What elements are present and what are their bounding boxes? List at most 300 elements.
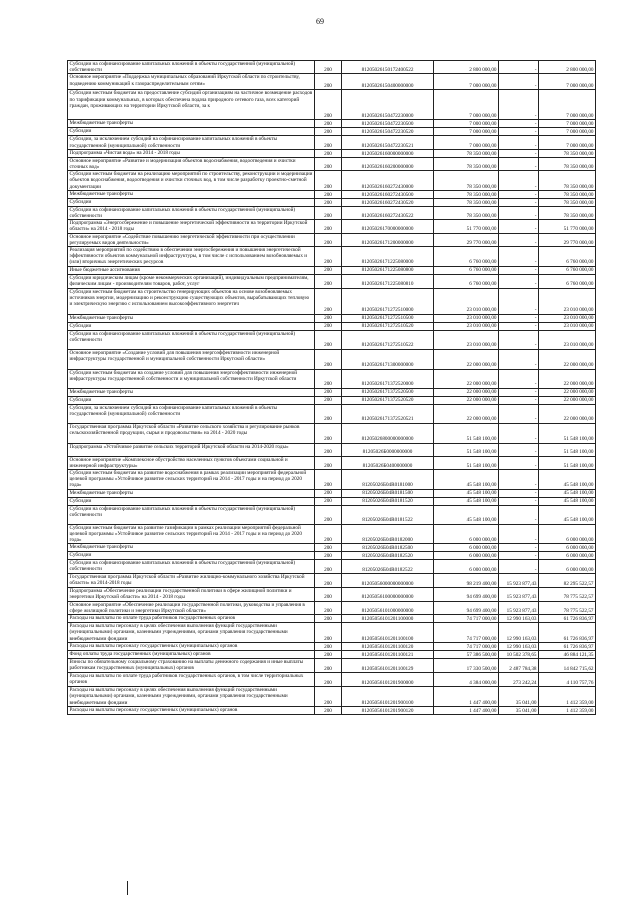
row-name-cell: Межбюджетные трансферты	[68, 314, 315, 322]
table-row	[68, 149, 596, 157]
row-remaining-cell: 78 775 522,57	[539, 588, 596, 601]
row-remaining-cell: 6 000 000,00	[539, 552, 596, 560]
row-code-cell: 200	[315, 643, 342, 651]
row-executed-cell: 35 041,00	[499, 707, 539, 715]
row-name-cell: Субсидии	[68, 322, 315, 330]
row-remaining-cell: 6 000 000,00	[539, 544, 596, 552]
row-remaining-cell: 78 350 000,00	[539, 149, 596, 157]
row-classifier-cell: 81205056101201100129	[342, 659, 434, 673]
row-executed-cell: 15 923 877,43	[499, 574, 539, 588]
row-executed-cell: -	[499, 396, 539, 404]
row-code-cell: 200	[315, 220, 342, 233]
row-classifier-cell: 81205026171225080810	[342, 274, 434, 288]
row-classifier-cell: 81205026Б04R0182500	[342, 544, 434, 552]
row-name-cell: Субсидии юридическим лицам (кроме некоммерческих организаций), индивидуальным предпринимателям, физическим лицам - производителям товаров, работ, услуг	[68, 274, 315, 288]
table-row	[68, 190, 596, 198]
table-row	[68, 128, 596, 136]
table-row	[68, 288, 596, 314]
row-code-cell: 200	[315, 544, 342, 552]
row-remaining-cell: 61 726 836,97	[539, 643, 596, 651]
row-approved-cell: 45 548 100,00	[434, 497, 499, 505]
row-approved-cell: 78 350 000,00	[434, 171, 499, 191]
table-row	[68, 497, 596, 505]
row-code-cell: 200	[315, 388, 342, 396]
row-name-cell: Субсидии	[68, 396, 315, 404]
table-row	[68, 322, 596, 330]
row-executed-cell: -	[499, 74, 539, 90]
table-row	[68, 560, 596, 574]
row-remaining-cell: 61 726 836,97	[539, 615, 596, 623]
row-code-cell: 200	[315, 136, 342, 149]
row-approved-cell: 7 000 000,00	[434, 120, 499, 128]
row-executed-cell: -	[499, 190, 539, 198]
row-executed-cell: -	[499, 157, 539, 170]
row-classifier-cell: 81205026150472230520	[342, 128, 434, 136]
row-remaining-cell: 7 000 000,00	[539, 128, 596, 136]
row-approved-cell: 29 770 000,00	[434, 233, 499, 246]
row-code-cell: 200	[315, 505, 342, 524]
row-remaining-cell: 4 110 757,76	[539, 673, 596, 687]
row-approved-cell: 98 219 400,00	[434, 574, 499, 588]
row-executed-cell: -	[499, 505, 539, 524]
row-executed-cell: 10 502 378,65	[499, 651, 539, 659]
row-remaining-cell: 51 548 100,00	[539, 443, 596, 456]
row-classifier-cell: 81205026150172400522	[342, 61, 434, 74]
row-classifier-cell: 81205026Б04R0181522	[342, 505, 434, 524]
row-remaining-cell: 51 548 100,00	[539, 423, 596, 443]
row-classifier-cell: 81205026150400000000	[342, 74, 434, 90]
row-approved-cell: 7 000 000,00	[434, 90, 499, 120]
row-classifier-cell: 81205026171200000000	[342, 233, 434, 246]
table-row	[68, 456, 596, 469]
table-row	[68, 423, 596, 443]
row-executed-cell: -	[499, 120, 539, 128]
row-classifier-cell: 81205026160000000000	[342, 149, 434, 157]
row-name-cell: Субсидии местным бюджетам на развитие водоснабжения в рамках реализации мероприятий федеральной целевой программы «Устойчивое развитие сельских территорий на 2014 - 2017 годы и на период до 2020 года»	[68, 470, 315, 490]
row-executed-cell: 273 242,24	[499, 673, 539, 687]
row-remaining-cell: 22 000 000,00	[539, 404, 596, 423]
row-name-cell: Субсидии	[68, 552, 315, 560]
row-name-cell: Межбюджетные трансферты	[68, 120, 315, 128]
row-executed-cell: -	[499, 489, 539, 497]
row-executed-cell: -	[499, 349, 539, 369]
row-approved-cell: 94 699 400,00	[434, 588, 499, 601]
row-approved-cell: 4 384 000,00	[434, 673, 499, 687]
row-executed-cell: -	[499, 470, 539, 490]
row-code-cell: 200	[315, 206, 342, 219]
table-row	[68, 673, 596, 687]
row-approved-cell: 51 548 100,00	[434, 456, 499, 469]
row-classifier-cell: 81205056101201100000	[342, 615, 434, 623]
row-remaining-cell: 45 548 100,00	[539, 489, 596, 497]
row-code-cell: 200	[315, 128, 342, 136]
row-executed-cell: -	[499, 544, 539, 552]
table-row	[68, 588, 596, 601]
row-executed-cell: 12 990 163,03	[499, 623, 539, 643]
table-row	[68, 505, 596, 524]
row-executed-cell: -	[499, 443, 539, 456]
row-remaining-cell: 23 010 000,00	[539, 314, 596, 322]
row-name-cell: Субсидии	[68, 128, 315, 136]
row-approved-cell: 7 000 000,00	[434, 136, 499, 149]
table-row	[68, 206, 596, 219]
row-code-cell: 200	[315, 369, 342, 388]
table-row	[68, 136, 596, 149]
row-name-cell: Субсидии	[68, 497, 315, 505]
row-name-cell: Подпрограмма «Чистая вода» на 2014 - 2018 годы	[68, 149, 315, 157]
row-code-cell: 200	[315, 247, 342, 267]
table-row	[68, 61, 596, 74]
row-approved-cell: 1 447 400,00	[434, 687, 499, 707]
row-approved-cell: 2 800 000,00	[434, 61, 499, 74]
row-code-cell: 200	[315, 443, 342, 456]
row-name-cell: Субсидии местным бюджетам на реализацию мероприятий по строительству, реконструкции и модернизации объектов водоснабжения, водоотведения и очистки сточных вод, в том числе разработку проектно-сметной документации	[68, 171, 315, 191]
row-classifier-cell: 81205026160200000000	[342, 157, 434, 170]
row-approved-cell: 7 000 000,00	[434, 128, 499, 136]
row-name-cell: Взносы по обязательному социальному страхованию на выплаты денежного содержания и иные выплаты работникам государственных (муниципальных) органов	[68, 659, 315, 673]
row-remaining-cell: 45 548 100,00	[539, 505, 596, 524]
table-row	[68, 687, 596, 707]
row-approved-cell: 45 548 100,00	[434, 505, 499, 524]
table-row	[68, 220, 596, 233]
row-name-cell: Субсидии	[68, 198, 315, 206]
row-name-cell: Субсидии местным бюджетам на предоставление субсидий организациям на частичное возмещение расходов по тарификации коммунальных, в которых обеспечена подача природного сетевого газа, всех категорий граждан, проживающих на территории Иркутской области, за к	[68, 90, 315, 120]
row-remaining-cell: 6 760 000,00	[539, 274, 596, 288]
row-classifier-cell: 81205026171372520521	[342, 404, 434, 423]
row-code-cell: 200	[315, 470, 342, 490]
row-executed-cell: -	[499, 322, 539, 330]
row-remaining-cell: 22 000 000,00	[539, 388, 596, 396]
row-name-cell: Межбюджетные трансферты	[68, 489, 315, 497]
row-executed-cell: -	[499, 560, 539, 574]
row-executed-cell: -	[499, 388, 539, 396]
row-classifier-cell: 81205026171372520520	[342, 396, 434, 404]
row-approved-cell: 6 000 000,00	[434, 544, 499, 552]
row-remaining-cell: 78 775 522,57	[539, 601, 596, 614]
row-code-cell: 200	[315, 90, 342, 120]
row-code-cell: 200	[315, 74, 342, 90]
row-name-cell: Основное мероприятие «Создание условий для повышения энергоэффективности инженерной инфраструктуры государственной и муниципальной собственности Иркутской области»	[68, 349, 315, 369]
row-code-cell: 200	[315, 497, 342, 505]
row-name-cell: Основное мероприятие «Поддержка муниципальных образований Иркутской области по строительству, подведению коммуникаций к газораспределительным сетям»	[68, 74, 315, 90]
table-row	[68, 615, 596, 623]
row-remaining-cell: 46 884 121,35	[539, 651, 596, 659]
row-executed-cell: -	[499, 369, 539, 388]
row-remaining-cell: 14 842 715,62	[539, 659, 596, 673]
row-executed-cell: -	[499, 423, 539, 443]
row-code-cell: 200	[315, 673, 342, 687]
table-row	[68, 388, 596, 396]
row-classifier-cell: 81205026171225080000	[342, 247, 434, 267]
row-remaining-cell: 82 295 522,57	[539, 574, 596, 588]
row-name-cell: Подпрограмма «Обеспечение реализации государственной политики в сфере жилищной политики и энергетики Иркутской области» на 2014 - 2018 годы	[68, 588, 315, 601]
row-approved-cell: 45 548 100,00	[434, 489, 499, 497]
table-row	[68, 120, 596, 128]
row-executed-cell: -	[499, 524, 539, 544]
table-row	[68, 171, 596, 191]
row-name-cell: Субсидии местным бюджетам на создание условий для повышения энергоэффективности инженерной инфраструктуры государственной собственности и муниципальной собственности Иркутской области	[68, 369, 315, 388]
row-name-cell: Иные бюджетные ассигнования	[68, 266, 315, 274]
row-remaining-cell: 78 350 000,00	[539, 198, 596, 206]
row-classifier-cell: 81205026150472230500	[342, 120, 434, 128]
row-classifier-cell: 81205056101201900000	[342, 673, 434, 687]
row-name-cell: Субсидии местным бюджетам на развитие газификации в рамках реализации мероприятий федеральной целевой программы «Устойчивое развитие сельских территорий на 2014 - 2017 годы и на период до 2020 года»	[68, 524, 315, 544]
table-row	[68, 274, 596, 288]
table-row	[68, 707, 596, 715]
row-classifier-cell: 81205056101201100100	[342, 623, 434, 643]
row-approved-cell: 74 717 000,00	[434, 623, 499, 643]
row-code-cell: 200	[315, 560, 342, 574]
row-classifier-cell: 81205026Б0000000000	[342, 443, 434, 456]
row-executed-cell: -	[499, 456, 539, 469]
row-classifier-cell: 81205026171372520000	[342, 369, 434, 388]
table-row	[68, 659, 596, 673]
row-name-cell: Основное мероприятие «Содействие повышению энергетической эффективности при осуществлении регулируемых видов деятельности»	[68, 233, 315, 246]
row-approved-cell: 78 350 000,00	[434, 198, 499, 206]
row-remaining-cell: 51 770 000,00	[539, 220, 596, 233]
row-code-cell: 200	[315, 552, 342, 560]
row-approved-cell: 94 699 400,00	[434, 601, 499, 614]
row-code-cell: 200	[315, 120, 342, 128]
row-classifier-cell: 81205026160272430520	[342, 198, 434, 206]
row-approved-cell: 6 000 000,00	[434, 524, 499, 544]
row-classifier-cell: 81205026800000000000	[342, 423, 434, 443]
row-classifier-cell: 81205026171225080800	[342, 266, 434, 274]
row-name-cell: Субсидии на софинансирование капитальных вложений в объекты государственной (муниципальной) собственности	[68, 560, 315, 574]
row-classifier-cell: 81205056000000000000	[342, 574, 434, 588]
row-approved-cell: 51 770 000,00	[434, 220, 499, 233]
row-classifier-cell: 81205026150472230521	[342, 136, 434, 149]
row-code-cell: 200	[315, 574, 342, 588]
row-code-cell: 200	[315, 489, 342, 497]
row-classifier-cell: 81205056101201900120	[342, 707, 434, 715]
row-code-cell: 200	[315, 601, 342, 614]
table-row	[68, 552, 596, 560]
row-code-cell: 200	[315, 524, 342, 544]
row-approved-cell: 6 760 000,00	[434, 247, 499, 267]
row-approved-cell: 22 000 000,00	[434, 388, 499, 396]
row-remaining-cell: 7 000 000,00	[539, 74, 596, 90]
row-executed-cell: 15 923 877,43	[499, 588, 539, 601]
table-row	[68, 396, 596, 404]
row-code-cell: 200	[315, 707, 342, 715]
row-approved-cell: 78 350 000,00	[434, 206, 499, 219]
row-name-cell: Межбюджетные трансферты	[68, 190, 315, 198]
row-code-cell: 200	[315, 623, 342, 643]
row-name-cell: Расходы на выплаты персоналу в целях обеспечения выполнения функций государственными (муниципальными) органами, казенными учреждениями, органами управления государственными внебюджетными фондами	[68, 623, 315, 643]
row-approved-cell: 23 010 000,00	[434, 330, 499, 349]
row-approved-cell: 23 010 000,00	[434, 288, 499, 314]
row-name-cell: Межбюджетные трансферты	[68, 544, 315, 552]
row-approved-cell: 78 350 000,00	[434, 190, 499, 198]
table-row	[68, 233, 596, 246]
row-executed-cell: -	[499, 552, 539, 560]
row-classifier-cell: 81205026160272430522	[342, 206, 434, 219]
row-code-cell: 200	[315, 687, 342, 707]
row-executed-cell: -	[499, 171, 539, 191]
table-row	[68, 314, 596, 322]
row-classifier-cell: 81205026Б0400000000	[342, 456, 434, 469]
table-row	[68, 601, 596, 614]
row-remaining-cell: 7 000 000,00	[539, 136, 596, 149]
row-executed-cell: -	[499, 233, 539, 246]
row-approved-cell: 17 330 500,00	[434, 659, 499, 673]
row-approved-cell: 74 717 000,00	[434, 615, 499, 623]
row-code-cell: 200	[315, 651, 342, 659]
row-code-cell: 200	[315, 588, 342, 601]
table-row	[68, 349, 596, 369]
row-executed-cell: -	[499, 314, 539, 322]
row-approved-cell: 78 350 000,00	[434, 157, 499, 170]
row-remaining-cell: 1 412 359,00	[539, 687, 596, 707]
row-name-cell: Расходы на выплаты персоналу государственных (муниципальных) органов	[68, 707, 315, 715]
row-approved-cell: 1 447 400,00	[434, 707, 499, 715]
row-executed-cell: -	[499, 247, 539, 267]
row-remaining-cell: 2 800 000,00	[539, 61, 596, 74]
row-code-cell: 200	[315, 396, 342, 404]
row-code-cell: 200	[315, 404, 342, 423]
row-executed-cell: 12 990 163,03	[499, 643, 539, 651]
table-row	[68, 524, 596, 544]
row-name-cell: Расходы на выплаты по оплате труда работников государственных органов, в том числе территориальных органов	[68, 673, 315, 687]
row-name-cell: Расходы на выплаты персоналу в целях обеспечения выполнения функций государственными (муниципальными) органами, казенными учреждениями, органами управления государственными внебюджетными фондами	[68, 687, 315, 707]
page-number: 69	[316, 17, 324, 26]
row-executed-cell: -	[499, 128, 539, 136]
row-code-cell: 200	[315, 314, 342, 322]
table-row	[68, 574, 596, 588]
row-code-cell: 200	[315, 322, 342, 330]
row-remaining-cell: 45 548 100,00	[539, 470, 596, 490]
row-code-cell: 200	[315, 157, 342, 170]
table-row	[68, 643, 596, 651]
row-approved-cell: 22 000 000,00	[434, 369, 499, 388]
row-approved-cell: 51 548 100,00	[434, 443, 499, 456]
row-code-cell: 200	[315, 423, 342, 443]
row-code-cell: 200	[315, 288, 342, 314]
row-remaining-cell: 45 548 100,00	[539, 497, 596, 505]
row-classifier-cell: 81205056101201100120	[342, 643, 434, 651]
row-remaining-cell: 7 000 000,00	[539, 120, 596, 128]
row-remaining-cell: 61 726 836,97	[539, 623, 596, 643]
row-name-cell: Подпрограмма «Устойчивое развитие сельских территорий Иркутской области на 2014-2020 годы»	[68, 443, 315, 456]
row-name-cell: Субсидии на софинансирование капитальных вложений в объекты государственной (муниципальной) собственности	[68, 61, 315, 74]
row-remaining-cell: 7 000 000,00	[539, 90, 596, 120]
table-row	[68, 544, 596, 552]
row-classifier-cell: 81205056101000000000	[342, 601, 434, 614]
row-executed-cell: -	[499, 136, 539, 149]
row-remaining-cell: 51 548 100,00	[539, 456, 596, 469]
row-remaining-cell: 23 010 000,00	[539, 330, 596, 349]
row-code-cell: 200	[315, 171, 342, 191]
row-approved-cell: 6 000 000,00	[434, 560, 499, 574]
row-name-cell: Расходы на выплаты персоналу государственных (муниципальных) органов	[68, 643, 315, 651]
row-remaining-cell: 6 000 000,00	[539, 560, 596, 574]
row-name-cell: Фонд оплаты труда государственных (муниципальных) органов	[68, 651, 315, 659]
row-code-cell: 200	[315, 190, 342, 198]
row-classifier-cell: 81205026171272510520	[342, 322, 434, 330]
row-approved-cell: 6 760 000,00	[434, 266, 499, 274]
table-row	[68, 623, 596, 643]
row-approved-cell: 23 010 000,00	[434, 314, 499, 322]
row-classifier-cell: 81205026171300000000	[342, 349, 434, 369]
row-name-cell: Подпрограмма «Энергосбережение и повышение энергетической эффективности на территории Иркутской области» на 2014 - 2018 годы	[68, 220, 315, 233]
row-code-cell: 200	[315, 198, 342, 206]
row-approved-cell: 22 000 000,00	[434, 404, 499, 423]
row-remaining-cell: 78 350 000,00	[539, 157, 596, 170]
table-row	[68, 198, 596, 206]
table-row	[68, 157, 596, 170]
table-row	[68, 74, 596, 90]
row-executed-cell: -	[499, 61, 539, 74]
row-executed-cell: -	[499, 497, 539, 505]
row-executed-cell: -	[499, 149, 539, 157]
row-code-cell: 200	[315, 615, 342, 623]
row-classifier-cell: 81205026Б04R0182000	[342, 524, 434, 544]
row-remaining-cell: 1 412 359,00	[539, 707, 596, 715]
table-row	[68, 651, 596, 659]
row-classifier-cell: 81205026170000000000	[342, 220, 434, 233]
row-remaining-cell: 22 000 000,00	[539, 349, 596, 369]
row-code-cell: 200	[315, 266, 342, 274]
table-row	[68, 404, 596, 423]
row-approved-cell: 51 548 100,00	[434, 423, 499, 443]
row-classifier-cell: 81205026160272430000	[342, 171, 434, 191]
row-name-cell: Государственная программа Иркутской области «Развитие сельского хозяйства и регулирование рынков сельскохозяйственной продукции, сырья и продовольствия» на 2014 - 2020 годы	[68, 423, 315, 443]
row-classifier-cell: 81205056100000000000	[342, 588, 434, 601]
row-name-cell: Субсидии на софинансирование капитальных вложений в объекты государственной (муниципальной) собственности	[68, 505, 315, 524]
row-remaining-cell: 78 350 000,00	[539, 190, 596, 198]
row-remaining-cell: 22 000 000,00	[539, 396, 596, 404]
row-executed-cell: 35 041,00	[499, 687, 539, 707]
budget-table	[67, 60, 596, 715]
row-classifier-cell: 81205026171272510500	[342, 314, 434, 322]
row-executed-cell: 12 990 163,03	[499, 615, 539, 623]
row-code-cell: 200	[315, 349, 342, 369]
row-name-cell: Межбюджетные трансферты	[68, 388, 315, 396]
table-row	[68, 443, 596, 456]
row-remaining-cell: 6 760 000,00	[539, 247, 596, 267]
row-classifier-cell: 81205026171372520500	[342, 388, 434, 396]
row-approved-cell: 78 350 000,00	[434, 149, 499, 157]
row-name-cell: Расходы на выплаты по оплате труда работников государственных органов	[68, 615, 315, 623]
row-code-cell: 200	[315, 149, 342, 157]
table-row	[68, 470, 596, 490]
row-remaining-cell: 23 010 000,00	[539, 288, 596, 314]
row-code-cell: 200	[315, 274, 342, 288]
row-remaining-cell: 22 000 000,00	[539, 369, 596, 388]
table-row	[68, 247, 596, 267]
row-code-cell: 200	[315, 456, 342, 469]
table-row	[68, 266, 596, 274]
row-name-cell: Субсидии на софинансирование капитальных вложений в объекты государственной (муниципальной) собственности	[68, 330, 315, 349]
row-executed-cell: -	[499, 288, 539, 314]
row-executed-cell: -	[499, 206, 539, 219]
row-remaining-cell: 6 760 000,00	[539, 266, 596, 274]
row-approved-cell: 22 000 000,00	[434, 349, 499, 369]
row-executed-cell: -	[499, 198, 539, 206]
table-row	[68, 330, 596, 349]
row-name-cell: Реализация мероприятий по содействию в обеспечении энергосбережения и повышения энергетической эффективности объектов коммунальной инфраструктуры, в том числе с использованием возобновляемых и (или) вторичных энергетических ресурсов	[68, 247, 315, 267]
row-name-cell: Основное мероприятие «Обеспечение реализации государственной политики, руководства и управления в сфере жилищной политики и энергетики Иркутской области»	[68, 601, 315, 614]
row-code-cell: 200	[315, 659, 342, 673]
row-executed-cell: -	[499, 220, 539, 233]
row-approved-cell: 6 000 000,00	[434, 552, 499, 560]
table-row	[68, 369, 596, 388]
row-approved-cell: 74 717 000,00	[434, 643, 499, 651]
row-approved-cell: 57 386 500,00	[434, 651, 499, 659]
row-approved-cell: 6 760 000,00	[434, 274, 499, 288]
row-classifier-cell: 81205026Б04R0181000	[342, 470, 434, 490]
